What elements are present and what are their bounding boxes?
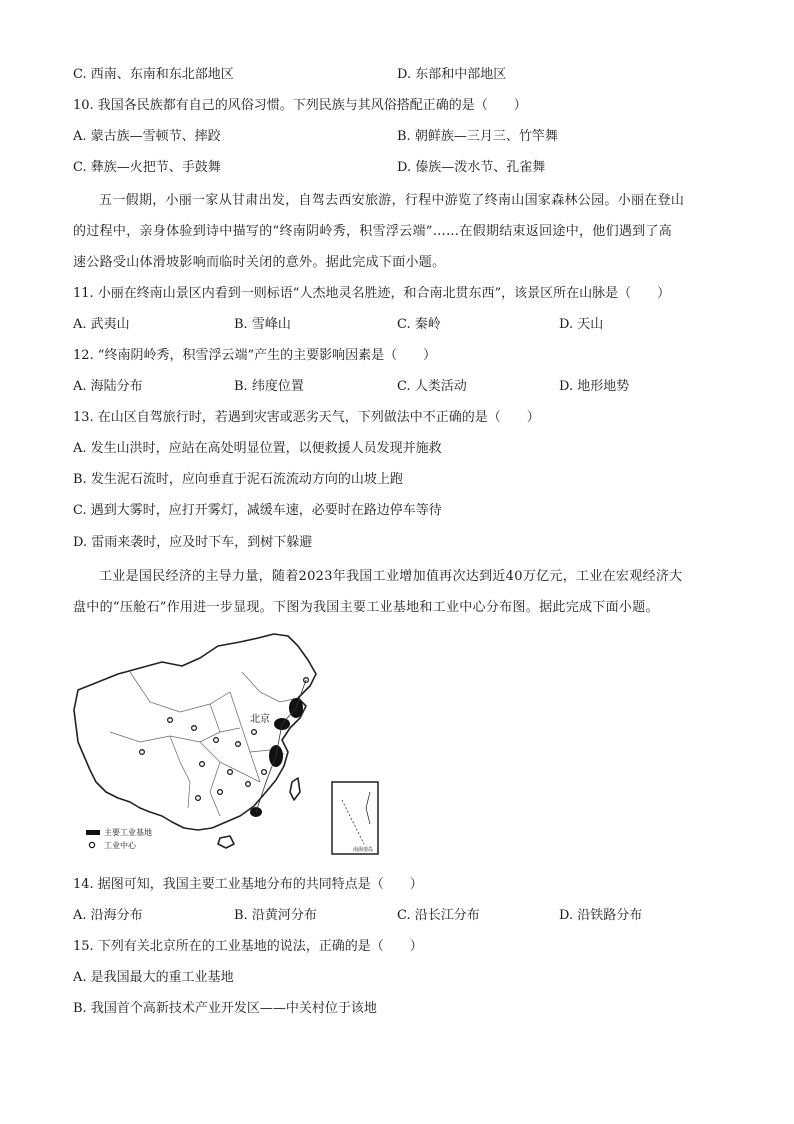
center-dot [168, 718, 173, 723]
center-dot [140, 750, 145, 755]
q12-option-a: A. 海陆分布 [73, 379, 143, 394]
q10-option-d: D. 傣族—泼水节、孔雀舞 [397, 160, 546, 175]
q9-option-c: C. 西南、东南和东北部地区 [73, 67, 234, 82]
map-label-beijing: 北京 [250, 714, 270, 725]
center-dot [236, 742, 241, 747]
hainan-island [218, 836, 234, 848]
q14-stem: 14. 据图可知，我国主要工业基地分布的共同特点是（ ） [73, 877, 423, 892]
q10-option-a: A. 蒙古族—雪顿节、摔跤 [73, 129, 221, 144]
q11-option-c: C. 秦岭 [397, 317, 441, 332]
q11-option-d: D. 天山 [559, 317, 604, 332]
south-china-sea-inset [332, 782, 378, 854]
passage1-line1: 五一假期，小丽一家从甘肃出发，自驾去西安旅游，行程中游览了终南山国家森林公园。小丽在登山 [99, 193, 685, 208]
q13-option-c: C. 遇到大雾时，应打开雾灯，减缓车速，必要时在路边停车等待 [73, 503, 442, 518]
legend-center-symbol [89, 842, 94, 847]
q11-option-b: B. 雪峰山 [234, 317, 291, 332]
legend-center-label: 工业中心 [104, 841, 136, 850]
q15-stem: 15. 下列有关北京所在的工业基地的说法，正确的是（ ） [73, 939, 423, 954]
passage2-line1: 工业是国民经济的主导力量，随着2023年我国工业增加值再次达到近40万亿元，工业在宏观经济大 [99, 569, 683, 584]
q14-option-c: C. 沿长江分布 [397, 908, 480, 923]
legend-base-label: 主要工业基地 [104, 828, 152, 837]
center-dot [192, 726, 197, 731]
passage2-line2: 盘中的“压舱石”作用进一步显现。下图为我国主要工业基地和工业中心分布图。据此完成下面小题。 [73, 600, 659, 615]
q10-option-b: B. 朝鲜族—三月三、竹竿舞 [397, 129, 558, 144]
center-dot [200, 762, 205, 767]
q13-option-a: A. 发生山洪时，应站在高处明显位置，以便救援人员发现并施救 [73, 441, 442, 456]
q11-option-a: A. 武夷山 [73, 317, 130, 332]
q14-option-a: A. 沿海分布 [73, 908, 143, 923]
passage-industry [73, 561, 723, 623]
center-dot [218, 790, 223, 795]
taiwan-island [290, 778, 300, 800]
q14-option-d: D. 沿铁路分布 [559, 908, 643, 923]
q10-option-c: C. 彝族—火把节、手鼓舞 [73, 160, 221, 175]
passage1-line2: 的过程中，亲身体验到诗中描写的“终南阴岭秀，积雪浮云端”……在假期结束返回途中，他们遇到了高 [73, 224, 673, 239]
q12-option-b: B. 纬度位置 [234, 379, 304, 394]
q12-option-d: D. 地形地势 [559, 379, 630, 394]
q14-option-b: B. 沿黄河分布 [234, 908, 317, 923]
center-dot [228, 770, 233, 775]
center-dot [246, 782, 251, 787]
q15-option-a: A. 是我国最大的重工业基地 [73, 970, 234, 985]
q10-stem: 10. 我国各民族都有自己的风俗习惯。下列民族与其风俗搭配正确的是（ ） [73, 98, 527, 113]
passage-zhongnanshan [73, 185, 723, 278]
inset-label: 南海诸岛 [353, 847, 374, 853]
china-industry-map [70, 632, 400, 858]
q9-option-d: D. 东部和中部地区 [397, 67, 507, 82]
q15-option-b: B. 我国首个高新技术产业开发区——中关村位于该地 [73, 1001, 377, 1016]
q12-option-c: C. 人类活动 [397, 379, 467, 394]
passage1-line3: 速公路受山体滑坡影响而临时关闭的意外。据此完成下面小题。 [73, 255, 446, 270]
center-dot [252, 730, 257, 735]
center-dot [214, 738, 219, 743]
q13-option-d: D. 雷雨来袭时，应及时下车，到树下躲避 [73, 535, 313, 550]
q12-stem: 12. “终南阴岭秀，积雪浮云端”产生的主要影响因素是（ ） [73, 348, 437, 363]
legend-base-symbol [86, 830, 100, 835]
center-dot [262, 770, 267, 775]
center-dot [196, 796, 201, 801]
q13-stem: 13. 在山区自驾旅行时，若遇到灾害或恶劣天气，下列做法中不正确的是（ ） [73, 410, 540, 425]
q13-option-b: B. 发生泥石流时，应向垂直于泥石流流动方向的山坡上跑 [73, 472, 403, 487]
map-legend [86, 827, 152, 850]
q11-stem: 11. 小丽在终南山景区内看到一则标语“人杰地灵名胜迹，和合南北贯东西”，该景区所在山脉是（ ） [73, 286, 671, 301]
